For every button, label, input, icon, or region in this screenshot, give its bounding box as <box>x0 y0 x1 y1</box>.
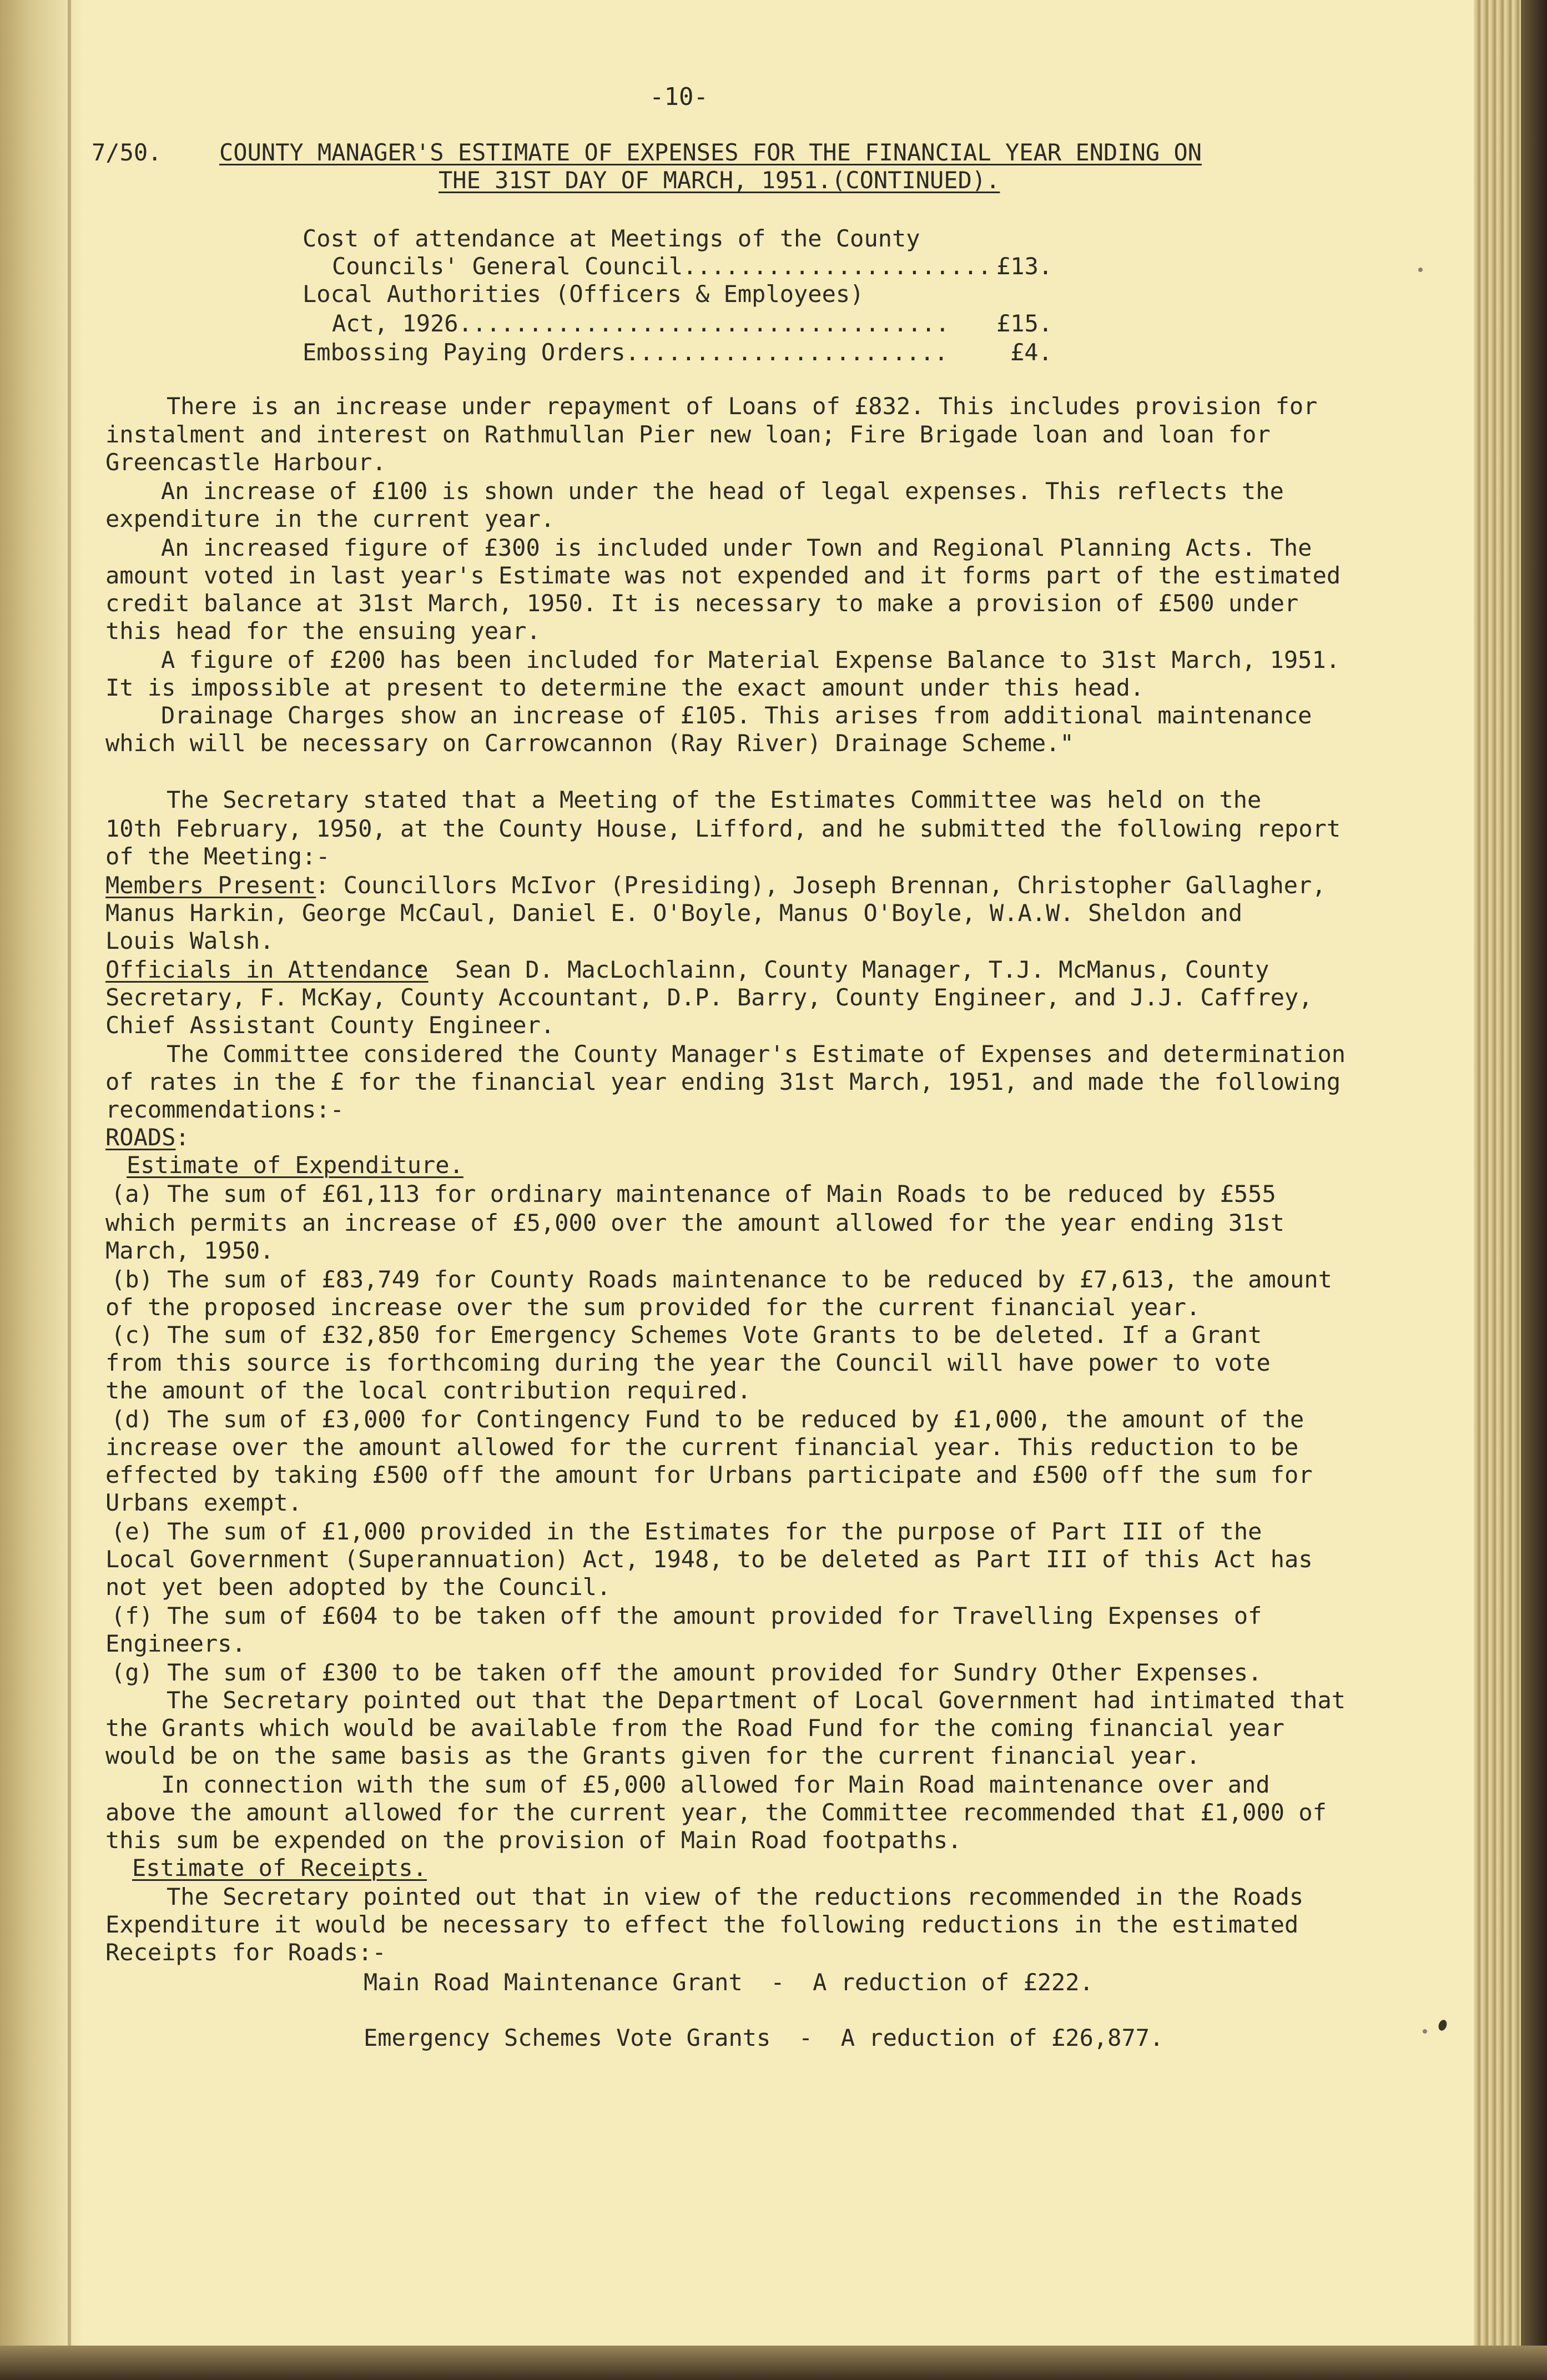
cost-item-2-amount: £15. <box>996 310 1053 337</box>
expenditure-line-9: (d) The sum of £3,000 for Contingency Fund to be reduced by £1,000, the amount of the <box>111 1406 1304 1433</box>
committee-line-2: of rates in the £ for the financial year ending 31st March, 1951, and made the following <box>105 1068 1341 1095</box>
heading-line-2: THE 31ST DAY OF MARCH, 1951.(CONTINUED). <box>439 167 1000 194</box>
cost-item-1-amount: £13. <box>996 253 1053 280</box>
receipts-line-1: The Secretary pointed out that in view of the reductions recommended in the Roads <box>167 1883 1304 1910</box>
para-a-line-3: Greencastle Harbour. <box>105 449 386 476</box>
para-a-line-5: expenditure in the current year. <box>105 505 555 532</box>
spine-edge <box>68 0 71 2380</box>
para-a-line-9: this head for the ensuing year. <box>105 617 541 645</box>
expenditure-line-10: increase over the amount allowed for the current financial year. This reduction to be <box>105 1433 1299 1461</box>
expenditure-line-12: Urbans exempt. <box>105 1489 303 1516</box>
expenditure-line-4: (b) The sum of £83,749 for County Roads maintenance to be reduced by £7,613, the amount <box>111 1266 1332 1293</box>
roads-heading-colon: : <box>175 1124 190 1151</box>
reduction-emergency-schemes: Emergency Schemes Vote Grants - A reduction of £26,877. <box>364 2024 1164 2051</box>
para-a-line-12: Drainage Charges show an increase of £105. This arises from additional maintenance <box>161 702 1312 729</box>
expenditure-line-11: effected by taking £500 off the amount for Urbans participate and £500 off the sum for <box>105 1461 1313 1488</box>
receipts-heading: Estimate of Receipts. <box>132 1854 427 1881</box>
committee-line-1: The Committee considered the County Manager's Estimate of Expenses and determination <box>167 1040 1346 1068</box>
expenditure-line-7: from this source is forthcoming during the year the Council will have power to vote <box>105 1349 1271 1376</box>
cost-item-2-line-2: Act, 1926................................... <box>332 310 950 337</box>
cost-item-2-line-1: Local Authorities (Officers & Employees) <box>303 280 864 308</box>
minute-reference: 7/50. <box>92 139 162 166</box>
cost-item-1-line-1: Cost of attendance at Meetings of the County <box>303 225 920 252</box>
expenditure-line-21: would be on the same basis as the Grants given for the current financial year. <box>105 1742 1201 1769</box>
expenditure-line-17: Engineers. <box>105 1630 246 1657</box>
bottom-edge-shadow <box>0 2346 1547 2380</box>
para-a-line-13: which will be necessary on Carrowcannon (Ray River) Drainage Scheme." <box>105 729 1074 757</box>
officials-label: Officials in Attendance <box>105 956 429 983</box>
book-binding-shadow <box>1521 0 1547 2380</box>
expenditure-line-22: In connection with the sum of £5,000 allowed for Main Road maintenance over and <box>161 1771 1270 1798</box>
officials-line-3: Chief Assistant County Engineer. <box>105 1012 555 1039</box>
para-a-line-4: An increase of £100 is shown under the head of legal expenses. This reflects the <box>161 477 1284 505</box>
expenditure-line-13: (e) The sum of £1,000 provided in the Estimates for the purpose of Part III of the <box>111 1518 1262 1545</box>
expenditure-line-8: the amount of the local contribution required. <box>105 1377 752 1404</box>
page-number: -10- <box>649 83 708 111</box>
para-a-line-6: An increased figure of £300 is included under Town and Regional Planning Acts. The <box>161 534 1312 561</box>
receipts-line-2: Expenditure it would be necessary to effect the following reductions in the estimated <box>105 1911 1299 1938</box>
expenditure-line-15: not yet been adopted by the Council. <box>105 1573 611 1601</box>
paper-speck <box>1418 268 1423 272</box>
heading-line-1: COUNTY MANAGER'S ESTIMATE OF EXPENSES FOR THE FINANCIAL YEAR ENDING ON <box>219 139 1202 166</box>
members-line-2: Manus Harkin, George McCaul, Daniel E. O'Boyle, Manus O'Boyle, W.A.W. Sheldon and <box>105 899 1243 927</box>
expenditure-line-1: (a) The sum of £61,113 for ordinary maintenance of Main Roads to be reduced by £555 <box>111 1180 1276 1207</box>
cost-item-3-amount: £4. <box>1010 339 1052 366</box>
expenditure-line-3: March, 1950. <box>105 1237 274 1264</box>
receipts-line-3: Receipts for Roads:- <box>105 1939 386 1966</box>
para-b-line-1: The Secretary stated that a Meeting of the Estimates Committee was held on the <box>167 786 1262 813</box>
expenditure-line-2: which permits an increase of £5,000 over the amount allowed for the year ending 31st <box>105 1209 1285 1236</box>
ink-smudge <box>1437 2019 1448 2032</box>
expenditure-line-19: The Secretary pointed out that the Department of Local Government had intimated that <box>167 1687 1346 1714</box>
para-a-line-11: It is impossible at present to determine the exact amount under this head. <box>105 674 1145 701</box>
cost-item-3-line: Embossing Paying Orders....................... <box>303 339 949 366</box>
expenditure-heading: Estimate of Expenditure. <box>127 1151 463 1179</box>
officials-line-2: Secretary, F. McKay, County Accountant, D.P. Barry, County Engineer, and J.J. Caffrey, <box>105 984 1313 1011</box>
expenditure-line-20: the Grants which would be available from the Road Fund for the coming financial year <box>105 1714 1285 1742</box>
para-b-line-3: of the Meeting:- <box>105 843 330 870</box>
paper-speck <box>1423 2029 1427 2034</box>
officials-line-1: : Sean D. MacLochlainn, County Manager, T.J. McManus, County <box>413 956 1269 983</box>
expenditure-line-5: of the proposed increase over the sum provided for the current financial year. <box>105 1294 1201 1321</box>
para-a-line-7: amount voted in last year's Estimate was not expended and it forms part of the estimated <box>105 562 1341 589</box>
expenditure-line-24: this sum be expended on the provision of Main Road footpaths. <box>105 1826 962 1854</box>
roads-heading: ROADS <box>105 1124 176 1151</box>
members-line-3: Louis Walsh. <box>105 927 274 954</box>
para-a-line-10: A figure of £200 has been included for Material Expense Balance to 31st March, 1951. <box>161 646 1341 673</box>
committee-line-3: recommendations:- <box>105 1096 344 1123</box>
expenditure-line-16: (f) The sum of £604 to be taken off the amount provided for Travelling Expenses of <box>111 1602 1262 1629</box>
para-a-line-2: instalment and interest on Rathmullan Pier new loan; Fire Brigade loan and loan for <box>105 421 1271 448</box>
para-a-line-1: There is an increase under repayment of Loans of £832. This includes provision for <box>167 393 1318 420</box>
expenditure-line-14: Local Government (Superannuation) Act, 1948, to be deleted as Part III of this Act has <box>105 1546 1313 1573</box>
expenditure-line-18: (g) The sum of £300 to be taken off the amount provided for Sundry Other Expenses. <box>111 1659 1262 1686</box>
members-present-label: Members Present <box>105 872 316 899</box>
para-b-line-2: 10th February, 1950, at the County House, Lifford, and he submitted the following report <box>105 815 1341 842</box>
expenditure-line-6: (c) The sum of £32,850 for Emergency Schemes Vote Grants to be deleted. If a Grant <box>111 1321 1262 1349</box>
cost-item-1-line-2: Councils' General Council...................... <box>332 253 992 280</box>
reduction-main-road-grant: Main Road Maintenance Grant - A reduction of £222. <box>364 1969 1094 1996</box>
para-a-line-8: credit balance at 31st March, 1950. It is necessary to make a provision of £500 under <box>105 590 1299 617</box>
expenditure-line-23: above the amount allowed for the current year, the Committee recommended that £1,000 of <box>105 1799 1327 1826</box>
members-line-1: : Councillors McIvor (Presiding), Joseph Brennan, Christopher Gallagher, <box>315 872 1326 899</box>
